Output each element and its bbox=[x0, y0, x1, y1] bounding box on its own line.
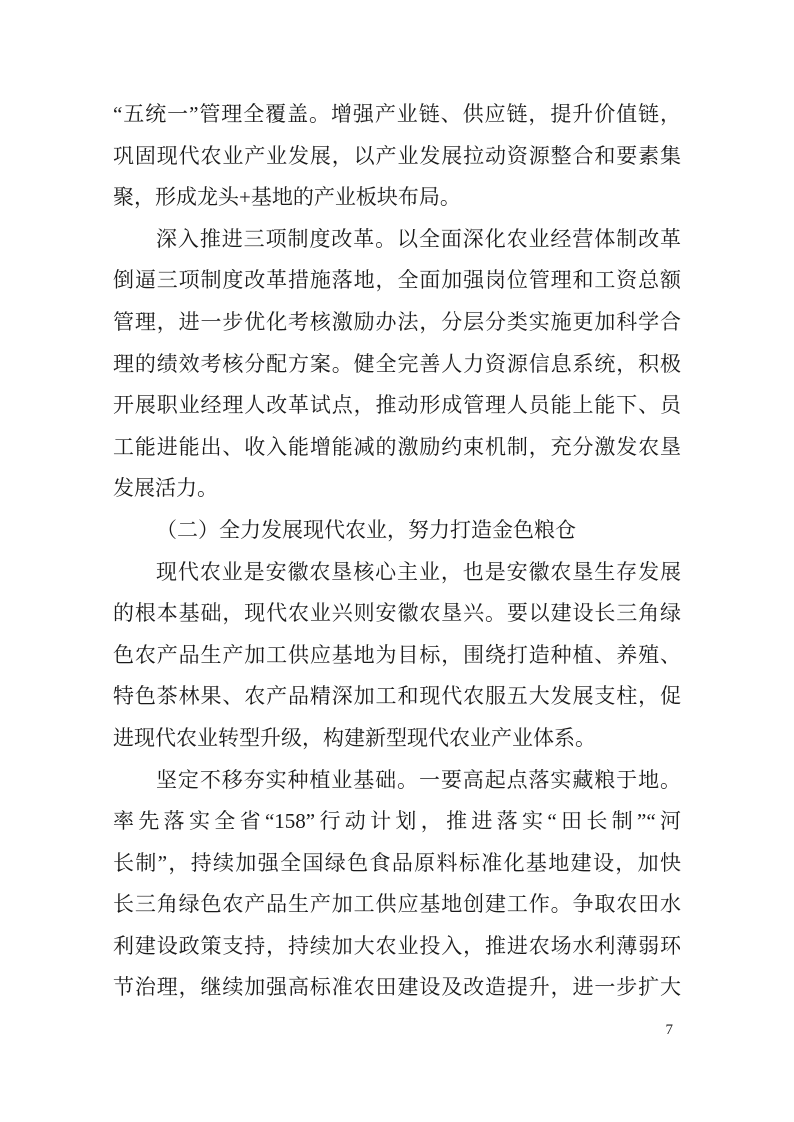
text-line: 现代农业是安徽农垦核心主业，也是安徽农垦生存发展 bbox=[156, 559, 681, 584]
text-line: 巩固现代农业产业发展，以产业发展拉动资源整合和要素集 bbox=[113, 143, 681, 168]
text-line: 坚定不移夯实种植业基础。一要高起点落实藏粮于地。 bbox=[156, 767, 681, 792]
text-line: 率先落实全省“158”行动计划，推进落实“田长制”“河 bbox=[113, 809, 681, 834]
section-heading-line: （二）全力发展现代农业，努力打造金色粮仓 bbox=[156, 517, 576, 542]
text-line: 深入推进三项制度改革。以全面深化农业经营体制改革 bbox=[156, 226, 681, 251]
text-line: 管理，进一步优化考核激励办法，分层分类实施更加科学合 bbox=[113, 309, 681, 334]
text-line: 长制”，持续加强全国绿色食品原料标准化基地建设，加快 bbox=[113, 850, 681, 875]
text-line: 进现代农业转型升级，构建新型现代农业产业体系。 bbox=[113, 725, 596, 750]
page-body bbox=[113, 94, 681, 1009]
text-line: 倒逼三项制度改革措施落地，全面加强岗位管理和工资总额 bbox=[113, 268, 681, 293]
text-line: 特色茶林果、农产品精深加工和现代农服五大发展支柱，促 bbox=[113, 684, 681, 709]
text-line: 聚，形成龙头+基地的产业板块布局。 bbox=[113, 185, 461, 210]
text-line: 节治理，继续加强高标准农田建设及改造提升，进一步扩大 bbox=[113, 975, 681, 1000]
text-line: “五统一”管理全覆盖。增强产业链、供应链，提升价值链， bbox=[113, 102, 681, 126]
text-line: 长三角绿色农产品生产加工供应基地创建工作。争取农田水 bbox=[113, 892, 681, 917]
text-line: 工能进能出、收入能增能减的激励约束机制，充分激发农垦 bbox=[113, 434, 681, 459]
text-line: 的根本基础，现代农业兴则安徽农垦兴。要以建设长三角绿 bbox=[113, 601, 681, 626]
text-line: 理的绩效考核分配方案。健全完善人力资源信息系统，积极 bbox=[113, 351, 681, 376]
text-line: 发展活力。 bbox=[113, 476, 218, 501]
page-number: 7 bbox=[665, 1022, 673, 1038]
text-line: 利建设政策支持，持续加大农业投入，推进农场水利薄弱环 bbox=[113, 933, 681, 958]
text-line: 开展职业经理人改革试点，推动形成管理人员能上能下、员 bbox=[113, 393, 681, 418]
text-line: 色农产品生产加工供应基地为目标，围绕打造种植、养殖、 bbox=[113, 642, 681, 667]
